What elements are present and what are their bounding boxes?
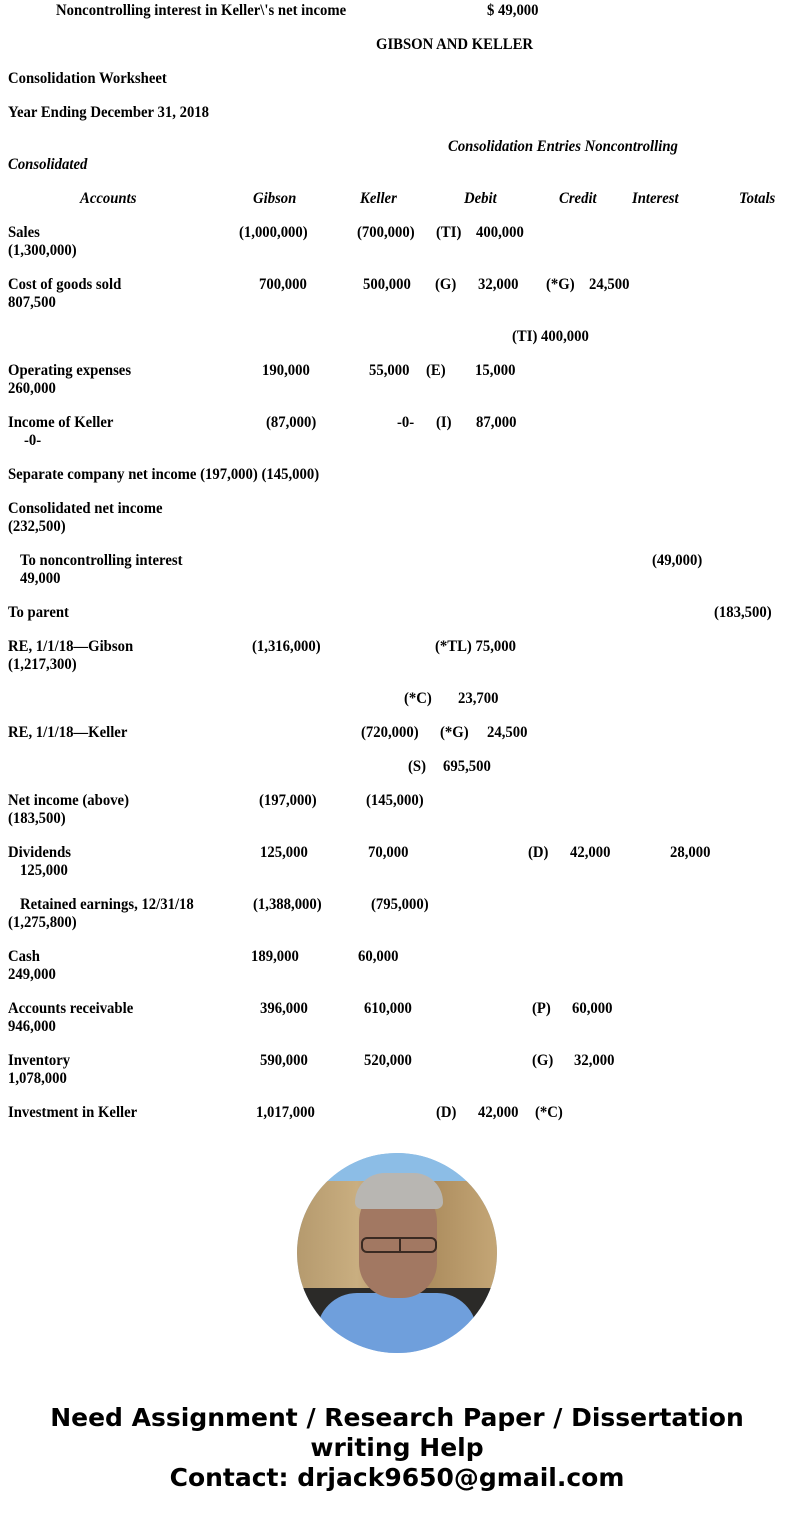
- debit-ref: (S): [408, 758, 426, 775]
- keller-value: 610,000: [364, 1000, 412, 1017]
- account-name: Retained earnings, 12/31/18: [20, 896, 194, 913]
- keller-value: 55,000: [369, 362, 410, 379]
- gibson-value: 189,000: [251, 948, 299, 965]
- keller-value: 60,000: [358, 948, 399, 965]
- debit-value: 400,000: [476, 224, 524, 241]
- gibson-value: 190,000: [262, 362, 310, 379]
- column-group-header: Consolidation Entries Noncontrolling: [448, 138, 678, 155]
- gibson-value: 590,000: [260, 1052, 308, 1069]
- keller-value: (795,000): [371, 896, 429, 913]
- column-accounts: Accounts: [80, 190, 137, 207]
- nci-value: (49,000): [652, 552, 703, 569]
- debit-value: 42,000: [478, 1104, 519, 1121]
- gibson-value: (1,316,000): [252, 638, 321, 655]
- debit-ref: (*G): [440, 724, 469, 741]
- account-name: Consolidated net income: [8, 500, 163, 517]
- account-name: Cash: [8, 948, 40, 965]
- keller-value: -0-: [397, 414, 415, 431]
- column-debit: Debit: [464, 190, 497, 207]
- credit-ref: (*G): [546, 276, 575, 293]
- account-name: RE, 1/1/18—Keller: [8, 724, 128, 741]
- debit-ref: (TI): [436, 224, 462, 241]
- company-title: GIBSON AND KELLER: [376, 36, 534, 53]
- period-title: Year Ending December 31, 2018: [8, 104, 210, 121]
- promo-line-1: Need Assignment / Research Paper / Dissertation: [50, 1403, 744, 1432]
- credit-value: (TI) 400,000: [512, 328, 589, 345]
- account-name: Cost of goods sold: [8, 276, 122, 293]
- account-name: Investment in Keller: [8, 1104, 138, 1121]
- total-value: 125,000: [20, 862, 68, 879]
- debit-ref: (G): [435, 276, 457, 293]
- gibson-value: (1,388,000): [253, 896, 322, 913]
- gibson-value: 125,000: [260, 844, 308, 861]
- debit-value: 87,000: [476, 414, 517, 431]
- debit-value: 24,500: [487, 724, 528, 741]
- gibson-value: 700,000: [259, 276, 307, 293]
- gibson-value: 1,017,000: [256, 1104, 315, 1121]
- debit-value: 695,500: [443, 758, 491, 775]
- total-value: 260,000: [8, 380, 56, 397]
- total-value: -0-: [24, 432, 42, 449]
- promo-contact: Contact: drjack9650@gmail.com: [169, 1463, 625, 1492]
- account-name: To noncontrolling interest: [20, 552, 183, 569]
- debit-ref: (E): [426, 362, 446, 379]
- total-value: (183,500): [8, 810, 66, 827]
- keller-value: 500,000: [363, 276, 411, 293]
- account-name: Separate company net income (197,000) (145,000): [8, 466, 320, 483]
- gibson-value: 396,000: [260, 1000, 308, 1017]
- credit-value: 42,000: [570, 844, 611, 861]
- debit-ref: (I): [436, 414, 452, 431]
- total-value: 49,000: [20, 570, 61, 587]
- total-value: 249,000: [8, 966, 56, 983]
- total-value: (183,500): [714, 604, 772, 621]
- keller-value: (720,000): [361, 724, 419, 741]
- credit-value: 24,500: [589, 276, 630, 293]
- column-gibson: Gibson: [253, 190, 297, 207]
- account-name: Operating expenses: [8, 362, 132, 379]
- credit-ref: (G): [532, 1052, 554, 1069]
- credit-ref: (P): [532, 1000, 551, 1017]
- promo-line-2: writing Help: [310, 1433, 484, 1462]
- account-name: RE, 1/1/18—Gibson: [8, 638, 134, 655]
- debit-value: 23,700: [458, 690, 499, 707]
- account-name: Accounts receivable: [8, 1000, 134, 1017]
- nci-value: 28,000: [670, 844, 711, 861]
- debit-value: 32,000: [478, 276, 519, 293]
- gibson-value: (197,000): [259, 792, 317, 809]
- total-value: (232,500): [8, 518, 66, 535]
- credit-ref: (*C): [535, 1104, 563, 1121]
- keller-value: 70,000: [368, 844, 409, 861]
- column-credit: Credit: [559, 190, 597, 207]
- account-name: Net income (above): [8, 792, 129, 809]
- account-name: To parent: [8, 604, 69, 621]
- total-value: 1,078,000: [8, 1070, 67, 1087]
- debit-ref: (D): [436, 1104, 457, 1121]
- debit-value: 15,000: [475, 362, 516, 379]
- credit-value: 60,000: [572, 1000, 613, 1017]
- keller-value: (145,000): [366, 792, 424, 809]
- gibson-value: (87,000): [266, 414, 317, 431]
- debit-value: (*TL) 75,000: [435, 638, 516, 655]
- column-keller: Keller: [360, 190, 397, 207]
- account-name: Income of Keller: [8, 414, 114, 431]
- total-value: (1,300,000): [8, 242, 77, 259]
- keller-value: 520,000: [364, 1052, 412, 1069]
- account-name: Dividends: [8, 844, 71, 861]
- gibson-value: (1,000,000): [239, 224, 308, 241]
- column-interest: Interest: [632, 190, 679, 207]
- total-value: (1,275,800): [8, 914, 77, 931]
- credit-ref: (D): [528, 844, 549, 861]
- total-value: 946,000: [8, 1018, 56, 1035]
- account-name: Sales: [8, 224, 40, 241]
- keller-value: (700,000): [357, 224, 415, 241]
- total-value: 807,500: [8, 294, 56, 311]
- account-name: Inventory: [8, 1052, 71, 1069]
- credit-value: 32,000: [574, 1052, 615, 1069]
- column-totals: Totals: [739, 190, 776, 207]
- nci-label: Noncontrolling interest in Keller\'s net income: [56, 2, 347, 19]
- debit-ref: (*C): [404, 690, 432, 707]
- total-value: (1,217,300): [8, 656, 77, 673]
- column-consolidated: Consolidated: [8, 156, 88, 173]
- author-photo-icon: [297, 1153, 497, 1353]
- worksheet-title: Consolidation Worksheet: [8, 70, 167, 87]
- nci-value: $ 49,000: [487, 2, 539, 19]
- promo-banner: [0, 1403, 794, 1493]
